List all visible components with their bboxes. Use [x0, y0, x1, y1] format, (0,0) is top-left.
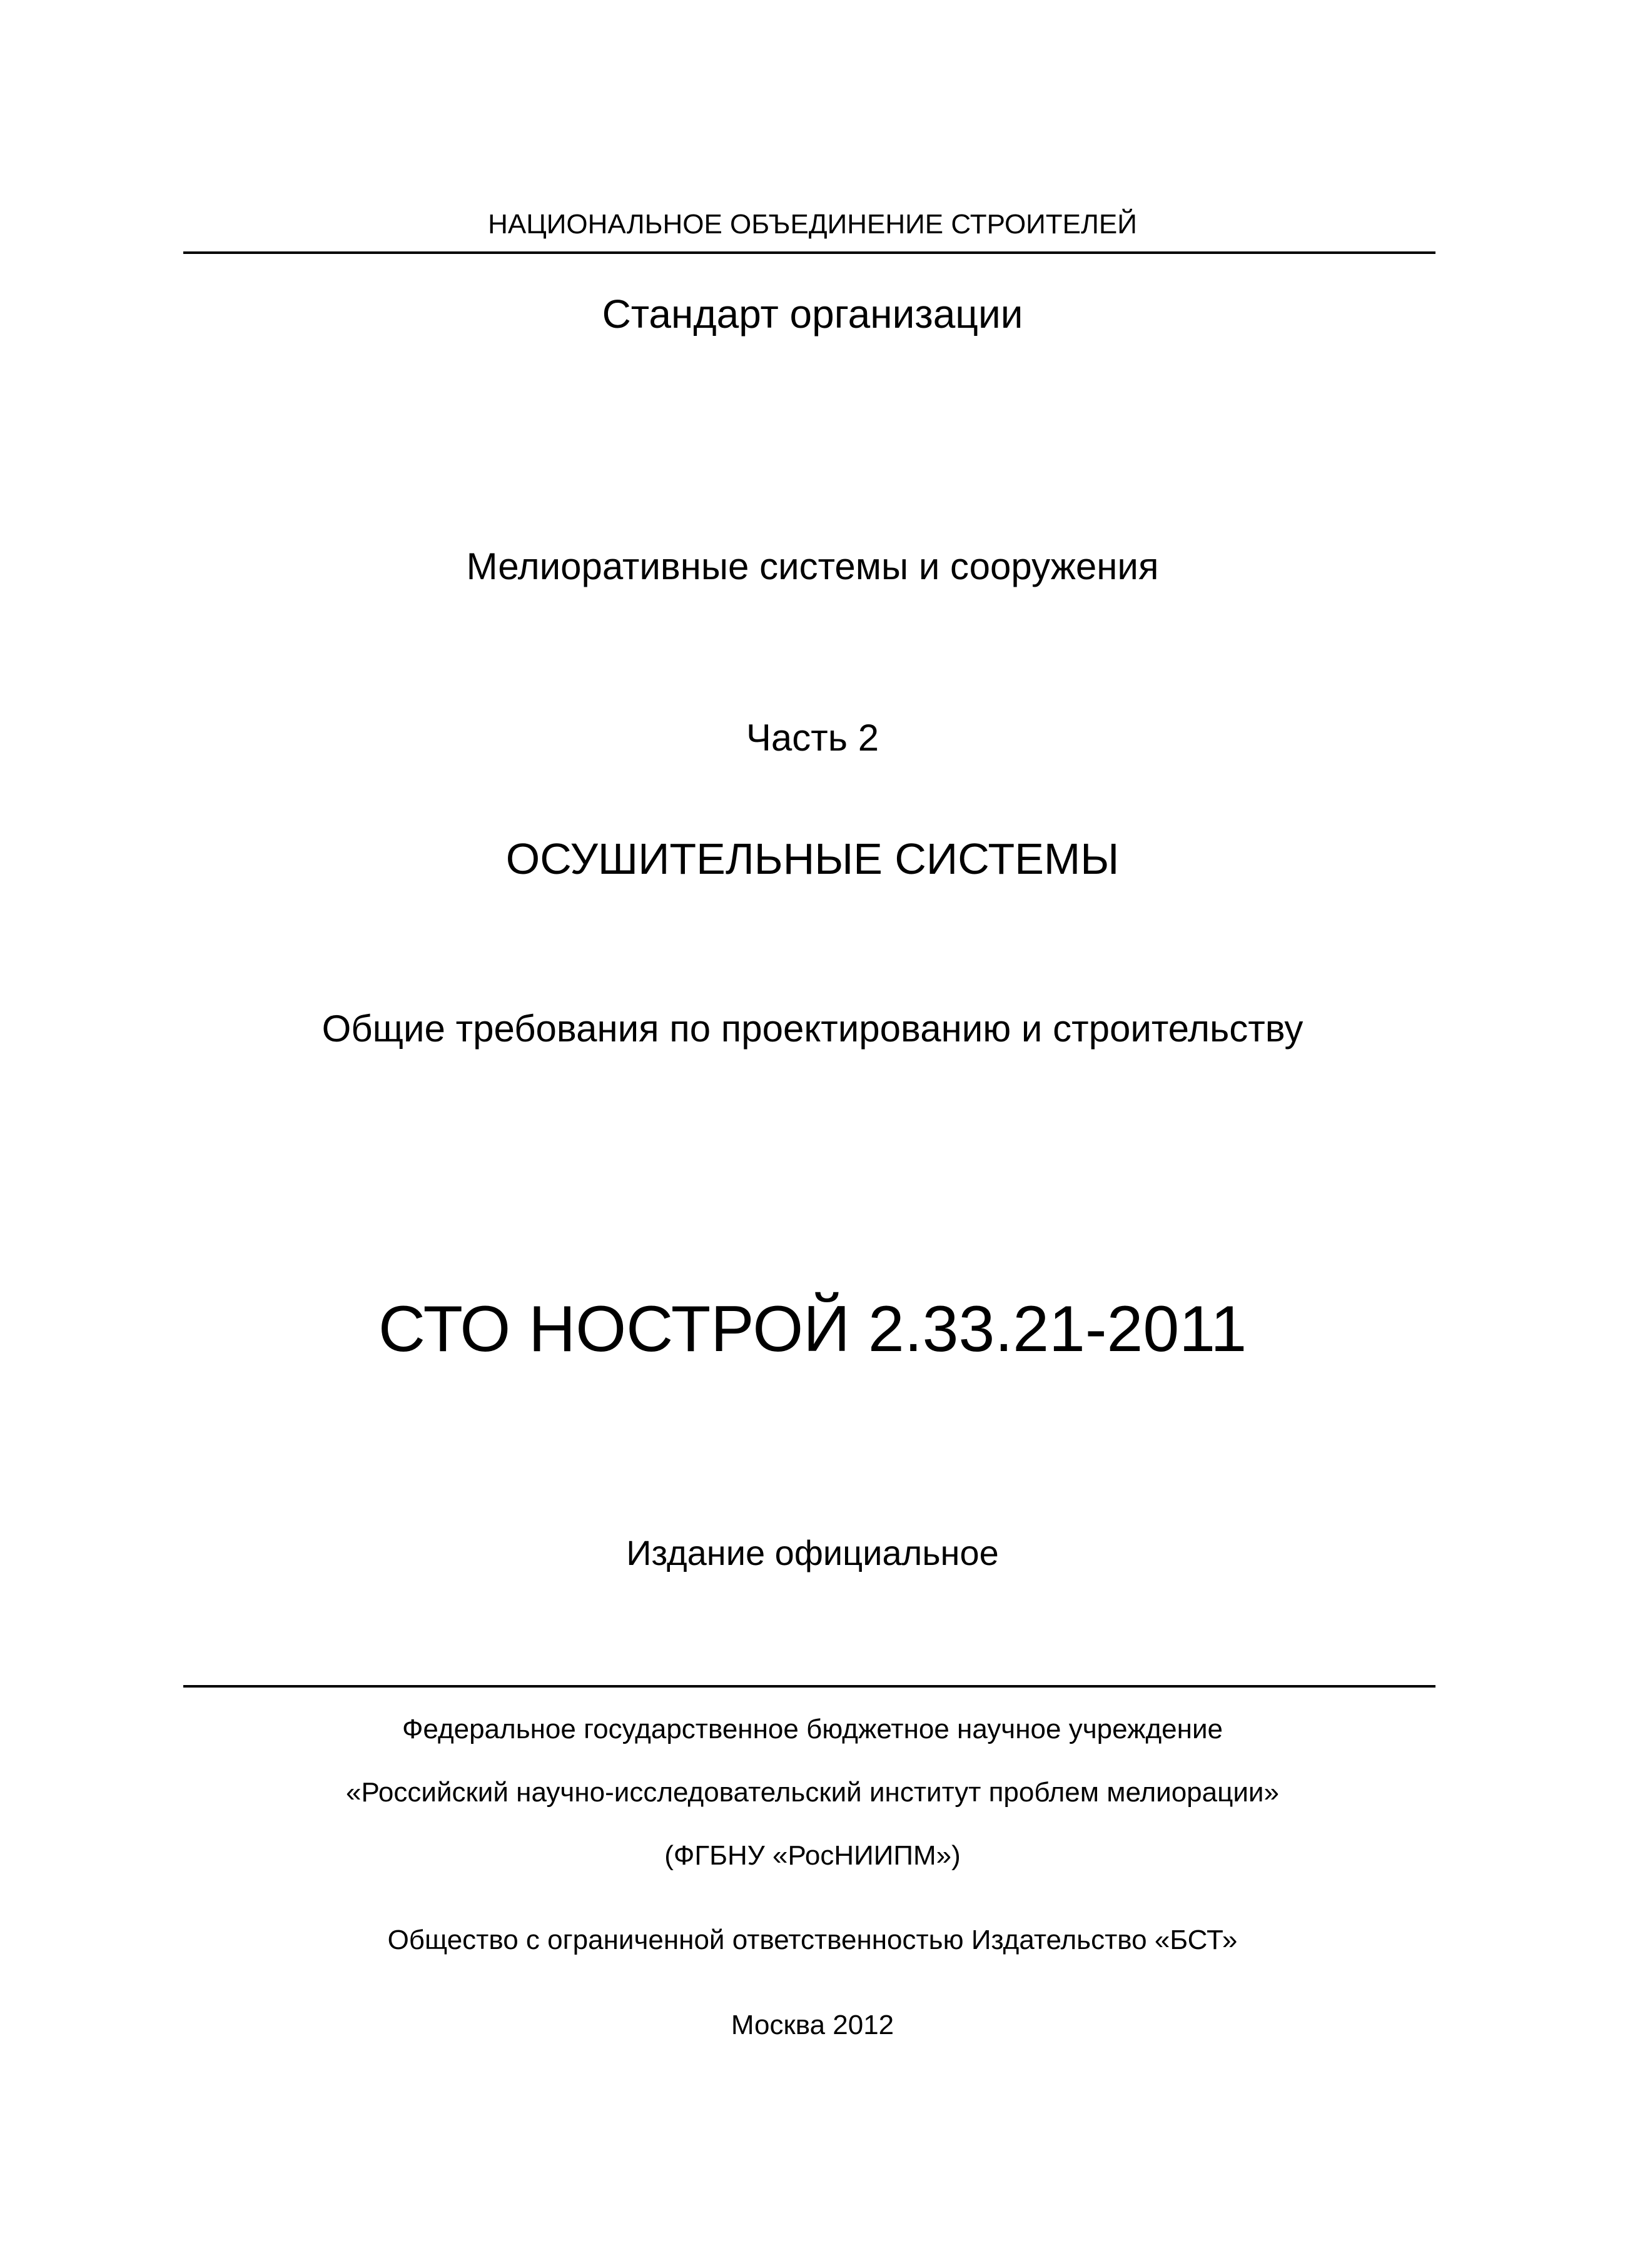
- publisher-line-2: «Российский научно-исследовательский институт проблем мелиорации»: [346, 1777, 1279, 1808]
- standard-type: Стандарт организации: [602, 291, 1023, 337]
- publisher-abbreviation: (ФГБНУ «РосНИИПМ»): [664, 1840, 961, 1871]
- header-divider: [183, 251, 1435, 254]
- document-subject: Мелиоративные системы и сооружения: [466, 545, 1159, 587]
- document-code: СТО НОСТРОЙ 2.33.21-2011: [378, 1293, 1247, 1365]
- document-part: Часть 2: [746, 717, 879, 759]
- footer-divider: [183, 1685, 1435, 1688]
- second-publisher: Общество с ограниченной ответственностью Издательство «БСТ»: [387, 1925, 1238, 1955]
- publisher-line-1: Федеральное государственное бюджетное научное учреждение: [402, 1714, 1223, 1744]
- document-subtitle: Общие требования по проектированию и строительству: [321, 1008, 1304, 1050]
- organization-name: НАЦИОНАЛЬНОЕ ОБЪЕДИНЕНИЕ СТРОИТЕЛЕЙ: [488, 209, 1137, 240]
- document-title: ОСУШИТЕЛЬНЫЕ СИСТЕМЫ: [505, 834, 1120, 883]
- place-and-year: Москва 2012: [731, 2010, 894, 2040]
- edition-label: Издание официальное: [626, 1533, 999, 1572]
